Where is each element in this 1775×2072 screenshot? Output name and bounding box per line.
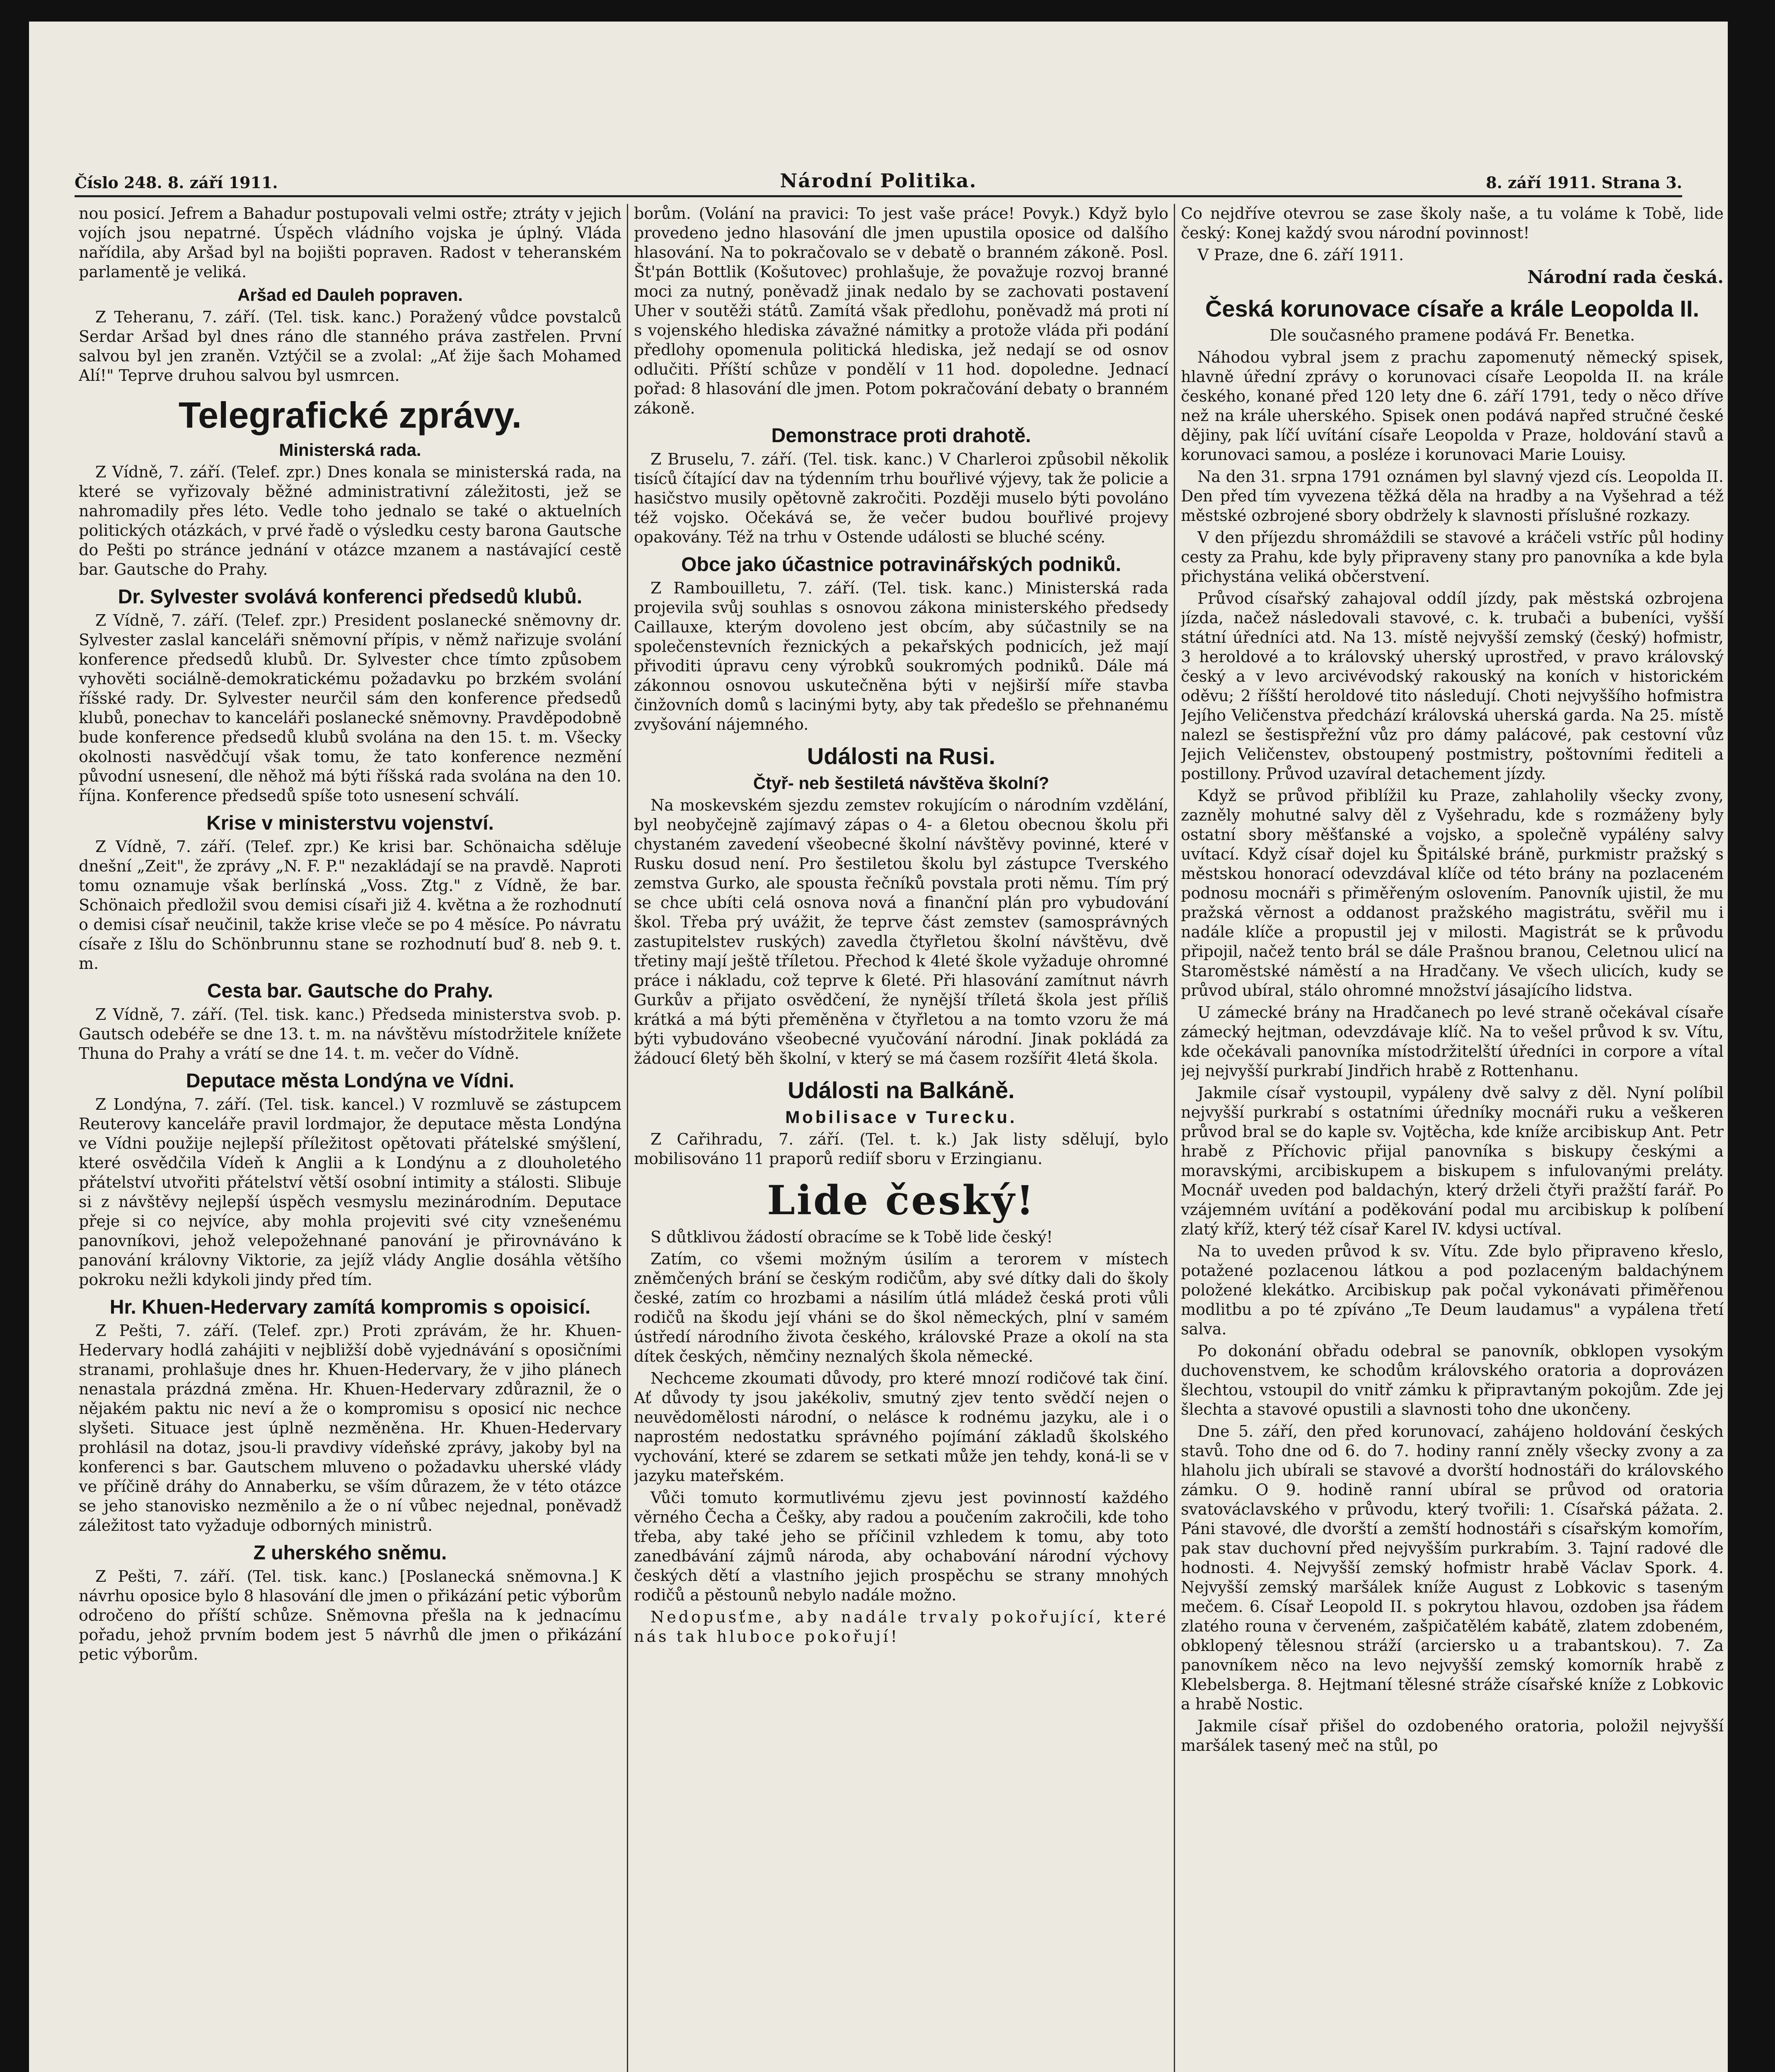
korunovace-p5: Průvod císařský zahajoval oddíl jízdy, pak městská ozbrojena jízda, načež následovali stavové, c. k. trubači a bubeníci, vyšší státní úředníci atd. Na 13. místě nejvyšší zemský (český) hofmistr, 3 heroldové a to královský uherský uprostřed, v pravo královský český a v levo arcivévodský rakouský na koních v historickém oděvu; 2 říšští heroldové tito následují. Choti nejvyššího hofmistra Jejího Veličenstva předchází královská uherská garda. Na 25. místě nalezl se šestispřežní vůz pro dámy palácové, pak cestovní vůz Jejich Veličenstev, obstoupený postmistry, poštovními řediteli a postillony. Průvod uzavíral detachement jízdy. [1181, 589, 1724, 783]
appeal-title: Lide český! [767, 1177, 1035, 1224]
article-text-balkan: Z Cařihradu, 7. září. (Tel. t. k.) Jak listy sdělují, bylo mobilisováno 11 praporů rediíf sboru v Erzingianu. [634, 1130, 1168, 1168]
article-text-demonstrace: Z Bruselu, 7. září. (Tel. tisk. kanc.) V Charleroi způsobil několik tisíců čítající dav na týdenním trhu bouřlivé výjevy, tak že policie a hasičstvo musily opětovně zakročiti. Později muselo býti povoláno též vojsko. Očekává se, že večer budou bouřlivé projevy opakovány. Též na trhu v Ostende události se bluché scény. [634, 450, 1168, 546]
article-text-gautsch: Z Vídně, 7. září. (Tel. tisk. kanc.) Předseda ministerstva svob. p. Gautsch odebéře se dne 13. t. m. na návštěvu místodržitele knížete Thuna do Prahy a vrátí se dne 14. t. m. večer do Vídně. [79, 1005, 621, 1063]
column-divider-1 [627, 204, 628, 2072]
article-title-rus: Události na Rusi. [807, 743, 996, 769]
appeal-p5: Nedopusťme, aby nadále trvaly pokořující, které nás tak hluboce pokořují! [634, 1608, 1168, 1646]
newspaper-title: Národní Politika. [780, 169, 977, 192]
korunovace-p3: Na den 31. srpna 1791 oznámen byl slavný vjezd cís. Leopolda II. Den před tím vyvezena těžká děla na hradby a na Vyšehrad a též městské ozbrojené sbory obdržely k slavnosti příslušné rozkazy. [1181, 467, 1724, 525]
issue-info: Číslo 248. 8. září 1911. [75, 173, 278, 192]
column-3 [1181, 204, 1724, 2072]
korunovace-p9: Na to uveden průvod k sv. Vítu. Zde bylo připraveno křeslo, potažené pozlacenou látkou a pod pozlaceným baldachýnem položené klekátko. Arcibiskup pak počal vykonávati přiměřenou modlitbu a po té zpíváno „Te Deum laudamus" a vypálena třetí salva. [1181, 1242, 1724, 1338]
appeal-p1: S důtklivou žádostí obracíme se k Tobě lide český! [651, 1228, 1053, 1246]
column-divider-2 [1174, 204, 1175, 2072]
article-title-ministerska-rada: Ministerská rada. [279, 440, 421, 460]
appeal-p2: Zatím, co všemi možným úsilím a terorem v místech zněmčených brání se českým rodičům, aby své dítky dali do školy české, zatím co hrozbami a násilím útlá mládež česká proti vůli rodičů na škodu její vháni se do škol německých, plní v samém ústředí národního života českého, královské Praze a okolí na sta dítek českých, němčiny neznalých škola německé. [634, 1250, 1168, 1365]
appeal-signature: Národní rada česká. [1527, 267, 1724, 287]
article-text-arsad: Z Teheranu, 7. září. (Tel. tisk. kanc.) Poražený vůdce povstalců Serdar Aršad byl dnes ráno dle stanného práva zastřelen. První salvou byl jen zraněn. Vztýčil se a zvolal: „Ať žije šach Mohamed Alí!" Teprve druhou salvou byl usmrcen. [79, 308, 621, 385]
col2-intro: borům. (Volání na pravici: To jest vaše práce! Povyk.) Když bylo provedeno jedno hlasování dle jmen upustila oposice od dalšího hlasování. Na to pokračovalo se v debatě o branném zákoně. Posl. Št'pán Bottlik (Košutovec) prohlašuje, že považuje rozvoj branné moci za nutný, poněvadž jinak nedalo by se zachovati postavení Uher v soutěži států. Zamítá však předlohu, poněvadž má proti ní s vojenského hlediska závažné námitky a protože vláda při podání předlohy opomenula politická hlediska, jež nedají se od osnov odlučiti. Příští schůze v pondělí v 11 hod. dopoledne. Jednací pořad: 8 hlasování dle jmen. Potom pokračování debaty o branném zákoně. [634, 204, 1168, 417]
article-text-londyn: Z Londýna, 7. září. (Tel. tisk. kancel.) V rozmluvě se zástupcem Reuterovy kanceláře pravil lordmajor, že deputace města Londýna ve Vídni použije nejlepší příležitost opětovati přátelské smýšlení, které osvědčila Vídeň k Anglii a k Londýnu a z dlouholetého přátelství utvořiti přátelství větší osobní intimity a stálosti. Slibuje si z návštěvy nejlepší úspěch vesmyslu mezinárodním. Deputace přeje si co nejvíce, aby mohla projeviti své city vznešenému panovníkovi, jehož velepožehnané panování je přirovnáváno k panování královny Viktorie, za jejíž vlády Anglie dosáhla většího pokroku nežli kdykoli jindy před tím. [79, 1095, 621, 1289]
korunovace-p7: U zámecké brány na Hradčanech po levé straně očekával císaře zámecký hejtman, odevzdávaje klíč. Na to vešel průvod k sv. Vítu, kde očekávali panovníka místodržitelští úředníci in corpore a vítal jej nejvyšší purkrabí Jindřich hrabě z Rottenhanu. [1181, 1003, 1724, 1080]
article-subtitle-balkan: Mobilisace v Turecku. [785, 1107, 1017, 1127]
article-title-arsad: Aršad ed Dauleh popraven. [237, 285, 463, 305]
article-title-sylvester: Dr. Sylvester svolává konferenci předsedů klubů. [118, 586, 583, 608]
appeal-date: V Praze, dne 6. září 1911. [1197, 246, 1404, 264]
newspaper-page [29, 22, 1728, 2072]
appeal-p4: Vůči tomuto kormutlivému zjevu jest povinností každého věrného Čecha a Češky, aby radou a poučením zakročili, kde toho třeba, aby také jeho se příčinil vzhledem k tomu, aby toto zanedbávání zájmů národa, aby ochabování národní výchovy českých dětí a vlastního jejich prospěchu se strany mnohých rodičů a pěstounů nebylo nadále možno. [634, 1489, 1168, 1604]
col1-intro: nou posicí. Jefrem a Bahadur postupovali velmi ostře; ztráty v jejich vojích jsou nepatrné. Úspěch vládního vojska je úplný. Vláda nařídila, aby Aršad byl na bojišti popraven. Radost v teheranském parlamentě je veliká. [79, 204, 621, 281]
korunovace-p10: Po dokonání obřadu odebral se panovník, obklopen vysokým duchovenstvem, ke schodům královského oratoria a doprovázen šlechtou, vstoupil do vnitř zámku k připravtaným pokojům. Zde jej šlechta a stavové opustili a slavnosti toho dne ukončeny. [1181, 1342, 1724, 1418]
article-text-obce: Z Rambouilletu, 7. září. (Tel. tisk. kanc.) Ministerská rada projevila svůj souhlas s osnovou zákona ministerského předsedy Caillauxe, kterým dovoleno jest obcím, aby súčastnily se na společenstevních řeznických a pekařských podnicích, jež mají přivoditi úpravu ceny výrobků soukromých podniků. Dále má zákonnou osnovou uskutečněna býti v nejširší míře stavba činžovních domů s lacinými byty, aby tak předešlo se přehnanému zvyšování nájemného. [634, 579, 1168, 733]
korunovace-p8: Jakmile císař vystoupil, vypáleny dvě salvy z děl. Nyní políbil nejvyšší purkrabí s ostatními úředníky mocnáři ruku a veškeren průvod bral se do kaple sv. Vojtěcha, kde kníže arcibiskup Ant. Petr hrabě z Příchovic přijal panovníka s biskupy českými a moravskými, arcibiskupem a biskupem s infulovanými preláty. Mocnář uveden pod baldachýn, který drželi čtyři pražští farář. Po vzájemném uvítání a poděkování podal mu arcibiskup k políbení zlatý kříž, který též císař Karel IV. kdysi uctíval. [1181, 1084, 1724, 1238]
article-title-korunovace: Česká korunovace císaře a krále Leopolda II. [1205, 295, 1700, 322]
article-title-londyn: Deputace města Londýna ve Vídni. [186, 1070, 515, 1092]
article-text-ministerska-rada: Z Vídně, 7. září. (Telef. zpr.) Dnes konala se ministerská rada, na které se vyřizovaly běžné administrativní záležitosti, jež se nahromadily přes léto. Vedle toho jednalo se také o aktuelních politických otázkách, v prvé řadě o výsledku cesty barona Gautsche do Pešti po stránce jednání v otázce mzanem a nastávající cestě bar. Gautsche do Prahy. [79, 463, 621, 579]
page-number-info: 8. září 1911. Strana 3. [1486, 173, 1682, 192]
appeal-closing: Co nejdříve otevrou se zase školy naše, a tu voláme k Tobě, lide český: Konej každý svou národní povinnost! [1181, 204, 1724, 242]
column-1 [79, 204, 621, 2072]
article-title-balkan: Události na Balkáně. [788, 1077, 1015, 1103]
article-title-gautsch: Cesta bar. Gautsche do Prahy. [207, 980, 493, 1002]
article-title-krise: Krise v ministerstvu vojenství. [206, 812, 494, 834]
article-source-korunovace: Dle současného pramene podává Fr. Benetka. [1270, 326, 1635, 344]
korunovace-p12: Jakmile císař přišel do ozdobeného oratoria, položil nejvyšší maršálek tasený meč na stůl, po [1181, 1717, 1724, 1755]
section-title-telegraf: Telegrafické zprávy. [178, 395, 522, 436]
article-title-demonstrace: Demonstrace proti drahotě. [771, 425, 1031, 447]
article-title-khuen: Hr. Khuen-Hedervary zamítá kompromis s opoisicí. [109, 1296, 591, 1318]
article-text-krise: Z Vídně, 7. září. (Telef. zpr.) Ke krisi bar. Schönaicha sděluje dnešní „Zeit", že zprávy „N. F. P." nezakládají se na pravdě. Naproti tomu oznamuje však berlínská „Voss. Ztg." z Vídně, že bar. Schönaich předložil svou demisi císaři již 4. května a že rozhodnutí o demisi císař neučinil, takže krise vleče se po 4 měsíce. Po návratu císaře z Išlu do Schönbrunnu stane se rozhodnutí buď 8. neb 9. t. m. [79, 838, 621, 973]
article-text-rus: Na moskevském sjezdu zemstev rokujícím o národním vzdělání, byl neobyčejně zajímavý zápas o 4- a 6letou obecnou školu při chystaném zavedení všeobecné školní návštěvy povinné, které v Rusku dosud není. Pro šestiletou školu byl zástupce Tverského zemstva Gurko, ale spousta řečníků povstala proti němu. Tím prý se chce ubíti celá osnova nová a finanční plán pro vybudování škol. Třeba prý uvážit, že teprve část zemstev (samosprávných zastupitelstev ruských) zavedla čtyřletou školní návštěvu, dvě třetiny mají ještě tříletou. Přechod k 4leté škole vyžaduje ohromné práce i nákladu, což teprve k 6leté. Při hlasování zamítnut návrh Gurkův a přijato osvědčení, že nynější tříletá škola jest příliš krátká a má býti přeměněna v čtyřletou a na tomto vzoru že má býti vybudováno všeobecné vyučování národní. Jinak pokládá za žádoucí 6letý běh školní, v který se má časem rozšířit 4letá škola. [634, 796, 1168, 1067]
column-2 [634, 204, 1168, 2072]
page-header [75, 169, 1682, 197]
korunovace-p4: V den příjezdu shromáždili se stavové a kráčeli vstříc půl hodiny cesty za Prahu, kde byly připraveny stany pro panovníka a kde byla přichystána veliká občerstvení. [1181, 528, 1724, 586]
appeal-p3: Nechceme zkoumati důvody, pro které mnozí rodičové tak činí. Ať důvody ty jsou jakékoliv, smutný zjev tento svědčí nejen o neuvědomělosti národní, o nelásce k rodnému jazyku, ale i o naprostém nedostatku správného pojímání základů školského vychování, které se zdarem se setkati může jen tehdy, koná-li se v jazyku mateřském. [634, 1369, 1168, 1485]
article-text-snem: Z Pešti, 7. září. (Tel. tisk. kanc.) [Poslanecká sněmovna.] K návrhu oposice bylo 8 hlasování dle jmen o přikázání petic výborům odročeno do příští schůze. Sněmovna přešla na k jednacímu pořadu, jehož prvním bodem jest 5 návrhů dle jmen o přikázání petic výborům. [79, 1567, 621, 1663]
article-text-sylvester: Z Vídně, 7. září. (Telef. zpr.) President poslanecké sněmovny dr. Sylvester zaslal kanceláři sněmovní přípis, v němž nařizuje svolání konference předsedů klubů. Dr. Sylvester chce tímto způsobem vyhověti sociálně-demokratickému požadavku po brzkém svolání říšské rady. Dr. Sylvester neurčil sám den konference předsedů klubů, ponechav to kanceláři poslanecké sněmovny. Pravděpodobně bude konference předsedů klubů svolána na den 15. t. m. Všecky okolnosti nasvědčují však tomu, že tato konference nezmění původní usnesení, dle něhož má býti říšská rada svolána na den 10. října. Konference předsedů spíše toto usnesení schválí. [79, 611, 621, 805]
article-subtitle-rus: Čtyř- neb šestiletá návštěva školní? [753, 773, 1050, 793]
article-title-obce: Obce jako účastnice potravinářských podniků. [681, 554, 1121, 576]
korunovace-p6: Když se průvod přiblížil ku Praze, zahlaholily všecky zvony, zazněly mohutné salvy děl z Vyšehradu, kde s rozmáženy byly ostatní sbory měšťanské a vojsko, a společně vypálény salvy uvítací. Když císař dojel ku Špitálské bráně, purkmistr pražský s městskou honorací odevzdával klíče od této brány na pozlaceném podnosu mocnáři s přiměřeným oslovením. Panovník ujistil, že mu pražská věrnost a oddanost pražského magistrátu, svěřil mu i nadále klíče a propustil jej v milosti. Magistrát se k průvodu připojil, načež tento brál se dále Prašnou branou, Celetnou ulicí na Staroměstské náměstí a na Hradčany. Ve všech ulicích, kudy se průvod ubíral, stálo ohromné množství jásajícího lidstva. [1181, 787, 1724, 1000]
article-text-khuen: Z Pešti, 7. září. (Telef. zpr.) Proti zprávám, že hr. Khuen-Hedervary hodlá zahájiti v nejbližší době vyjednávání s oposičními stranami, prohlašuje dnes hr. Khuen-Hedervary, že v jiho plánech nenastala prázdná změna. Hr. Khuen-Hedervary zdůraznil, že o nějakém paktu nic neví a že o kompromisu s oposicí nic nechce slyšeti. Situace jest úplně nezměněna. Hr. Khuen-Hedervary prohlásil na dotaz, jsou-li pravdivy vídeňské zprávy, jakoby byl na konferenci s bar. Gautschem mluveno o požadavku uherské vlády ve příčině dráhy do Annaberku, se vším důrazem, že v této otázce se jeho stanovisko nezměnilo a že o ní vůbec nejednal, poněvadž záležitost tato vyžaduje odborných ministrů. [79, 1322, 621, 1535]
article-title-snem: Z uherského sněmu. [253, 1542, 447, 1564]
korunovace-p2: Náhodou vybral jsem z prachu zapomenutý německý spisek, hlavně úřední zprávy o korunovaci císaře Leopolda II. na krále českého, konané před 120 lety dne 6. září 1791, tedy o něco dříve než na krále uherského. Spisek onen podává napřed stručné české dějiny, pak líčí uvítání císaře Leopolda v Praze, holdování stavů a korunovaci samou, a posléze i korunovaci Marie Louisy. [1181, 348, 1724, 464]
korunovace-p11: Dne 5. září, den před korunovací, zahájeno holdování českých stavů. Toho dne od 6. do 7. hodiny ranní zněly všecky zvony a za hlaholu jich ubírali se stavové a dvorští hodnostáři do královského zámku. O 9. hodině ranní ubíral se průvod od oratoria svatováclavského v průvodu, který tvořili: 1. Císařská pážata. 2. Páni stavové, dle dvorští a zemští hodnostáři s císařským komořím, pak stav duchovní před nejvyšším purkrabím. 3. Tajní radové dle hodnosti. 4. Nejvyšší zemský hofmistr hrabě Václav Spork. 4. Nejvyšší zemský maršálek kníže August z Lobkovic s taseným mečem. 6. Císař Leopold II. s pokrytou hlavou, ozdoben jsa řádem zlatého rouna v červeném, zašpičatělém kabátě, zlatem zdobeném, obklopený tělesnou stráží (arciersko u a trabantskou). 7. Za panovníkem něco na levo nejvyšší zemský komorník hrabě z Klebelsberga. 8. Hejtmaní tělesné stráže císařské kníže z Lobkovic a hrabě Nostic. [1181, 1422, 1724, 1713]
